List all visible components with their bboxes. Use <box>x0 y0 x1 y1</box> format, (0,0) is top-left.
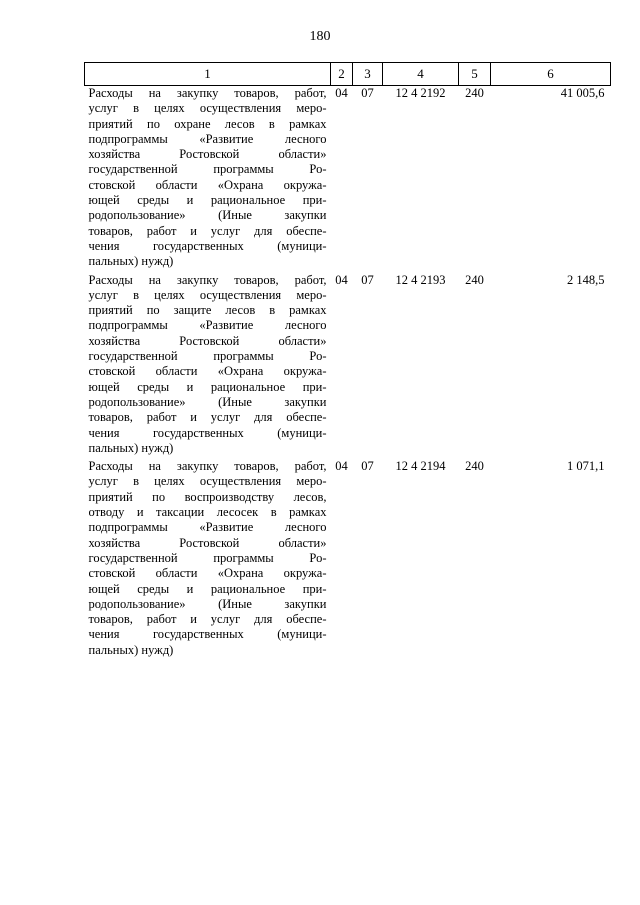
row-target-article: 12 4 2193 <box>395 272 446 287</box>
row-subsection: 07 <box>361 272 374 287</box>
description-line: хозяйства Ростовской области» <box>88 535 327 550</box>
description-line: хозяйства Ростовской области» <box>88 333 327 348</box>
table-header <box>85 63 611 86</box>
description-line: товаров, работ и услуг для обеспе- <box>88 410 327 425</box>
row-subsection: 07 <box>361 459 374 474</box>
description-line: пальных) нужд) <box>88 254 174 269</box>
description-line: стовской области «Охрана окружа- <box>88 177 327 192</box>
description-line: Расходы на закупку товаров, работ, <box>88 272 327 287</box>
description-line: приятий по охране лесов в рамках <box>88 116 327 131</box>
description-line: услуг в целях осуществления меро- <box>88 474 327 489</box>
description-line: подпрограммы «Развитие лесного <box>88 131 327 146</box>
page-number: 180 <box>309 29 331 44</box>
header-col-4: 4 <box>383 63 459 86</box>
description-line: ющей среды и рациональное при- <box>88 581 327 596</box>
row-description <box>85 86 331 273</box>
description-line: родопользование» (Иные закупки <box>88 394 327 409</box>
row-expense-type: 240 <box>465 272 484 287</box>
header-col-2: 2 <box>331 63 353 86</box>
row-target-article: 12 4 2194 <box>395 459 446 474</box>
description-line: чения государственных (муници- <box>88 238 327 253</box>
description-line: товаров, работ и услуг для обеспе- <box>88 612 327 627</box>
row-target-article: 12 4 2192 <box>395 86 446 100</box>
header-col-5: 5 <box>459 63 491 86</box>
header-col-6: 6 <box>491 63 611 86</box>
header-row <box>85 63 611 86</box>
row-expense-type: 240 <box>465 459 484 474</box>
row-section: 04 <box>335 459 348 474</box>
description-line: ющей среды и рациональное при- <box>88 379 327 394</box>
description-line: приятий по защите лесов в рамках <box>88 303 327 318</box>
table-row <box>85 459 611 661</box>
description-line: подпрограммы «Развитие лесного <box>88 520 327 535</box>
description-line: услуг в целях осуществления меро- <box>88 101 327 116</box>
row-expense-type: 240 <box>465 86 484 100</box>
description-line: стовской области «Охрана окружа- <box>88 566 327 581</box>
row-amount: 1 071,1 <box>567 459 605 474</box>
table-row <box>85 273 611 460</box>
description-line: подпрограммы «Развитие лесного <box>88 318 327 333</box>
row-description <box>85 459 331 661</box>
description-line: хозяйства Ростовской области» <box>88 147 327 162</box>
table-row <box>85 86 611 273</box>
description-line: чения государственных (муници- <box>88 627 327 642</box>
budget-table <box>84 62 611 661</box>
row-description <box>85 273 331 460</box>
description-line: пальных) нужд) <box>88 440 174 455</box>
description-line: товаров, работ и услуг для обеспе- <box>88 223 327 238</box>
description-line: государственной программы Ро- <box>88 550 327 565</box>
description-line: Расходы на закупку товаров, работ, <box>88 459 327 474</box>
row-amount: 41 005,6 <box>560 86 605 100</box>
row-section: 04 <box>335 86 348 100</box>
description-line: ющей среды и рациональное при- <box>88 193 327 208</box>
description-line: государственной программы Ро- <box>88 162 327 177</box>
description-line: чения государственных (муници- <box>88 425 327 440</box>
table-body <box>85 86 611 661</box>
row-subsection: 07 <box>361 86 374 100</box>
description-line: Расходы на закупку товаров, работ, <box>88 86 327 100</box>
description-line: пальных) нужд) <box>88 642 174 657</box>
header-col-1: 1 <box>85 63 331 86</box>
description-line: стовской области «Охрана окружа- <box>88 364 327 379</box>
description-line: отводу и таксации лесосек в рамках <box>88 505 327 520</box>
row-amount: 2 148,5 <box>567 272 605 287</box>
description-line: родопользование» (Иные закупки <box>88 208 327 223</box>
description-line: государственной программы Ро- <box>88 349 327 364</box>
description-line: родопользование» (Иные закупки <box>88 596 327 611</box>
row-section: 04 <box>335 272 348 287</box>
header-col-3: 3 <box>353 63 383 86</box>
description-line: приятий по воспроизводству лесов, <box>88 489 327 504</box>
description-line: услуг в целях осуществления меро- <box>88 287 327 302</box>
